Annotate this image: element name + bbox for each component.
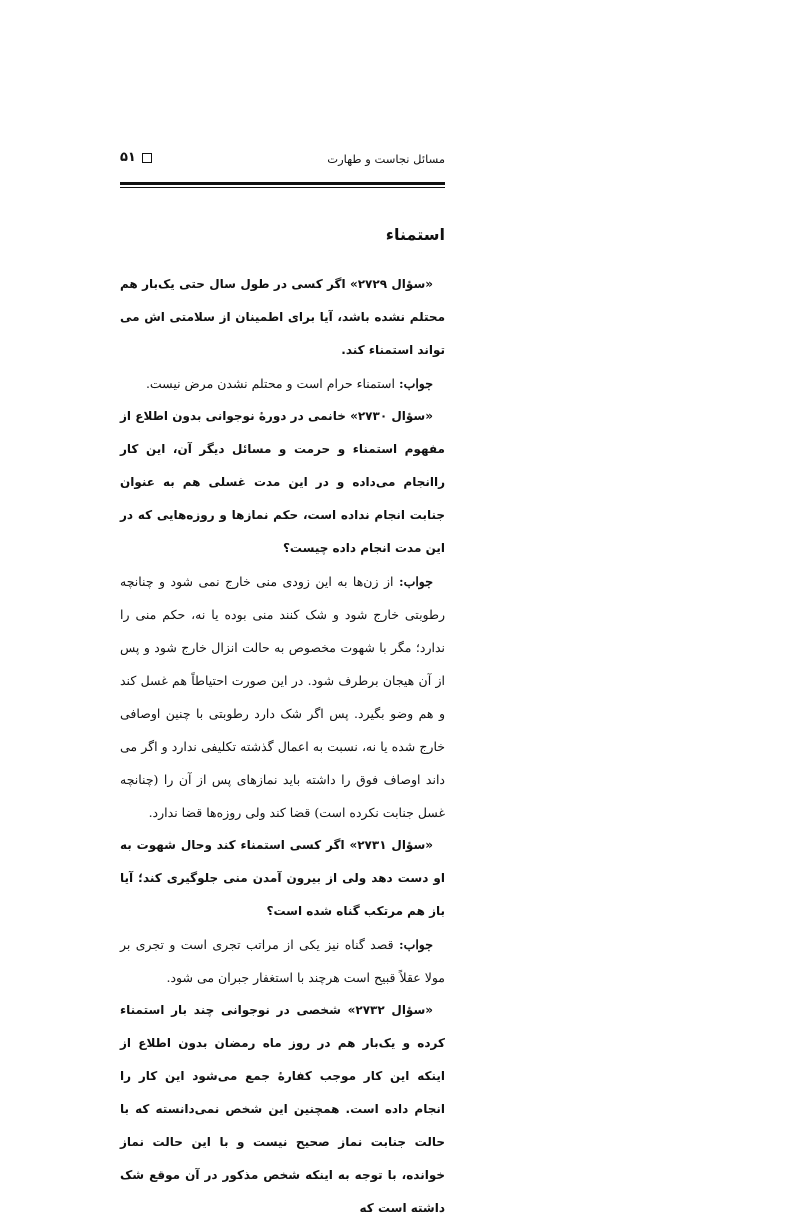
header-rule-thin	[120, 187, 445, 188]
question-paragraph: «سؤال ۲۷۳۰» خانمی در دورهٔ نوجوانی بدون اطلاع از مفهوم استمناء و حرمت و مسائل دیگر آن، این کار راانجام می‌داده و در این مدت غسلی هم به عنوان جنابت انجام نداده است، حکم نمازها و روزه‌هایی که در این مدت انجام داده چیست؟	[120, 409, 445, 555]
answer-label: جواب:	[398, 376, 433, 391]
page-number	[120, 150, 152, 165]
answer-paragraph	[120, 367, 445, 400]
question-paragraph: «سؤال ۲۷۲۹» اگر کسی در طول سال حتی یک‌بار هم محتلم نشده باشد، آیا برای اطمینان از سلامتی اش می تواند استمناء کند.	[120, 277, 445, 357]
square-bullet-icon	[142, 153, 152, 163]
body-text	[120, 225, 445, 1225]
answer-text: قصد گناه نیز یکی از مراتب تجری است و تجری بر مولا عقلاً قبیح است هرچند با استغفار جبران می شود.	[120, 937, 445, 985]
answer-label: جواب:	[398, 937, 433, 952]
answer-text: استمناء حرام است و محتلم نشدن مرض نیست.	[145, 376, 399, 391]
question-paragraph: «سؤال ۲۷۳۲» شخصی در نوجوانی چند بار استمناء کرده و یک‌بار هم در روز ماه رمضان بدون اطلاع از اینکه این کار موجب کفارهٔ جمع می‌شود این کار را انجام داده است. همچنین این شخص نمی‌دانسته که با حالت جنابت نماز صحیح نیست و با این حالت نماز خوانده، با توجه به اینکه شخص مذکور در آن موقع شک داشته است که	[120, 1003, 445, 1215]
header-rule-thick	[120, 182, 445, 185]
running-head-title: مسائل نجاست و طهارت	[327, 152, 445, 166]
answer-text: از زن‌ها به این زودی منی خارج نمی شود و چنانچه رطوبتی خارج شود و شک کنند منی بوده یا نه، حکم منی را ندارد؛ مگر با شهوت مخصوص به حالت انزال خارج شود و پس از آن هیجان برطرف شود. در این صورت احتیاطاً هم غسل کند و هم وضو بگیرد. پس اگر شک دارد رطوبتی با چنین اوصافی خارج شده یا نه، نسبت به اعمال گذشته تکلیفی ندارد و اگر می داند اوصاف فوق را داشته باید نمازهای پس از آن را (چنانچه غسل جنابت نکرده است) قضا کند ولی روزه‌ها قضا ندارد.	[120, 574, 445, 820]
answer-paragraph	[120, 928, 445, 994]
running-head	[120, 150, 445, 170]
section-heading: استمناء	[385, 225, 445, 244]
question-paragraph: «سؤال ۲۷۳۱» اگر کسی استمناء کند وحال شهوت به او دست دهد ولی از بیرون آمدن منی جلوگیری کند؛ آیا باز هم مرتکب گناه شده است؟	[120, 838, 445, 918]
answer-label: جواب:	[398, 574, 433, 589]
page-number-text: ۵۱	[120, 150, 136, 165]
answer-paragraph	[120, 565, 445, 829]
